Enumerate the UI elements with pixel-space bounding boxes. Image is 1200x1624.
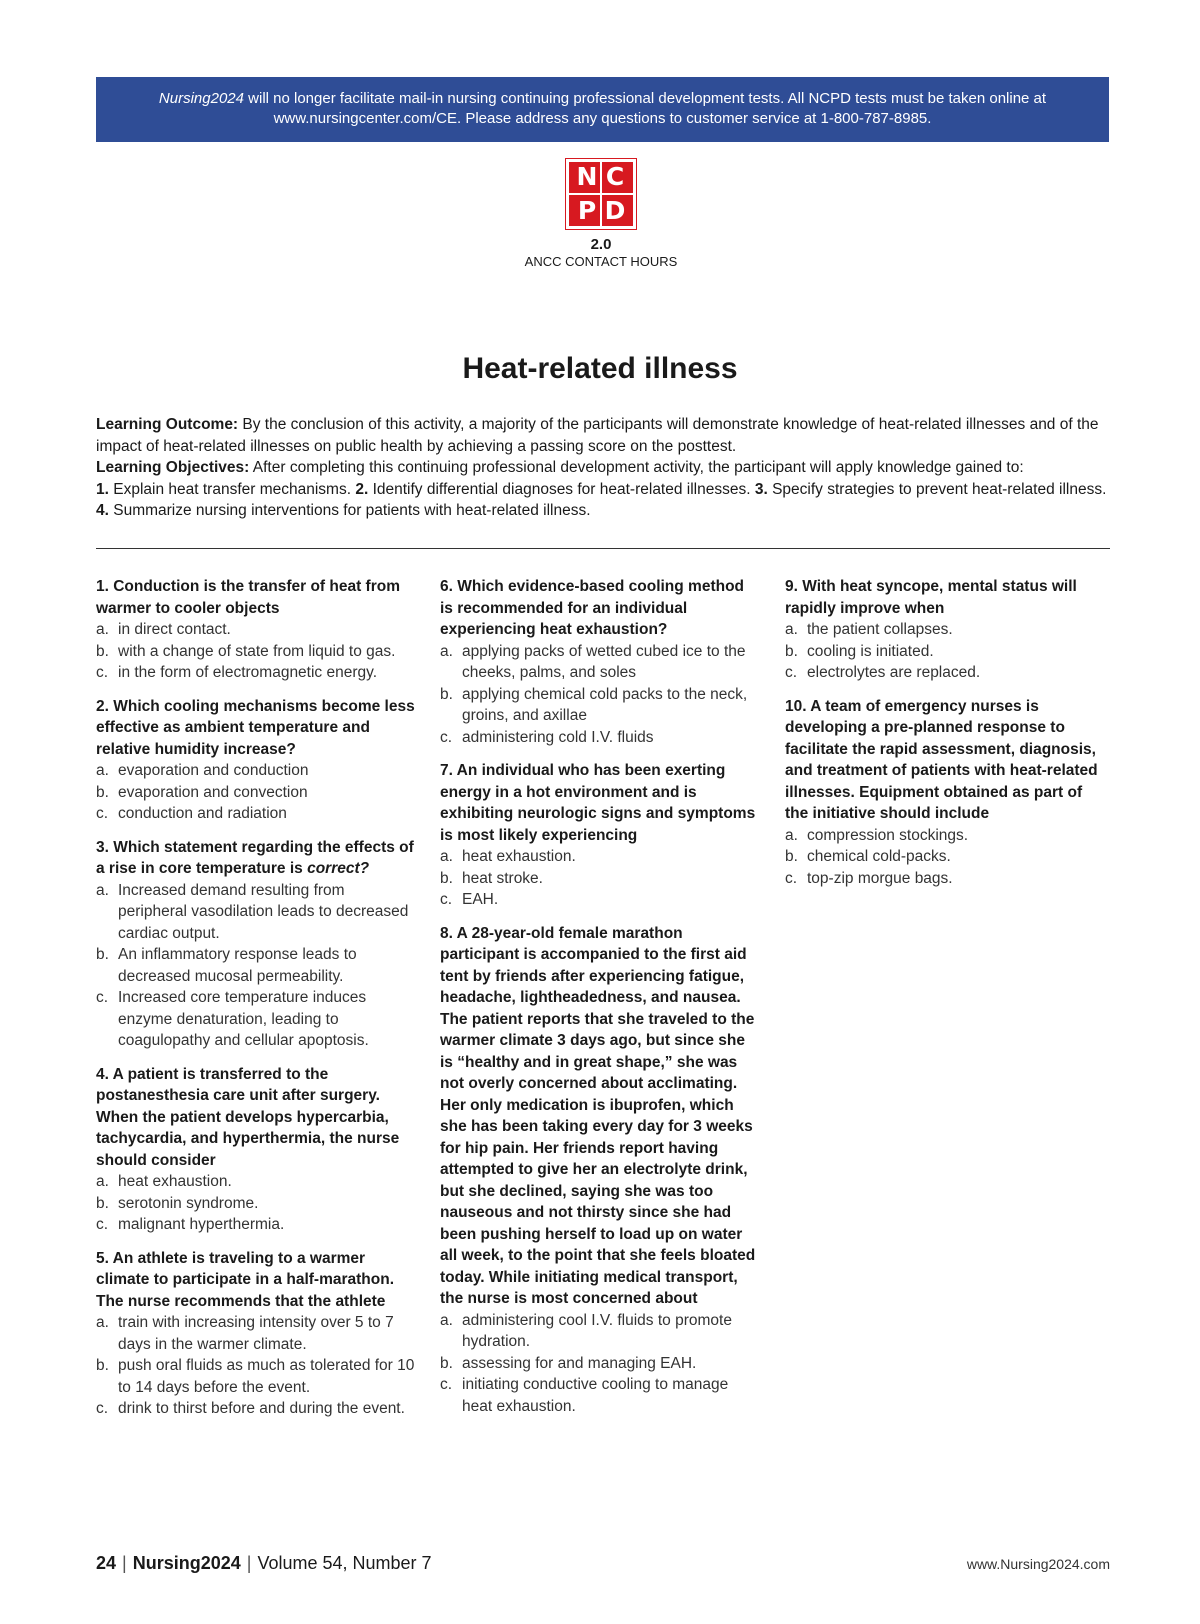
option-letter: a. bbox=[96, 1314, 109, 1331]
option-letter: a. bbox=[440, 642, 453, 660]
page-number: 24 bbox=[96, 1553, 117, 1573]
option-text: Increased core temperature induces enzyme denaturation, leading to coagulopathy and cellular apoptosis. bbox=[118, 989, 369, 1049]
option-letter: b. bbox=[785, 848, 798, 865]
answer-option bbox=[96, 641, 416, 663]
question-stem-text: 5. An athlete is traveling to a warmer climate to participate in a half-marathon. The nurse recommends that the athlete bbox=[96, 1249, 395, 1310]
option-text: An inflammatory response leads to decreased mucosal permeability. bbox=[118, 946, 357, 985]
answer-option bbox=[96, 1355, 416, 1398]
answer-option bbox=[785, 641, 1105, 663]
answer-option bbox=[96, 1312, 416, 1355]
answer-option bbox=[440, 868, 760, 890]
option-letter: a. bbox=[96, 621, 109, 638]
option-text: electrolytes are replaced. bbox=[807, 664, 981, 681]
option-letter: b. bbox=[440, 869, 453, 887]
option-text: evaporation and conduction bbox=[118, 762, 309, 779]
question-stem-text: 6. Which evidence-based cooling method is recommended for an individual experiencing heat exhaustion? bbox=[440, 578, 745, 638]
banner-journal: Nursing2024 bbox=[158, 90, 244, 107]
answer-option bbox=[785, 619, 1105, 641]
outcome-label: Learning Outcome: bbox=[96, 416, 239, 433]
question-stem-text: 4. A patient is transferred to the postanesthesia care unit after surgery. When the patient develops hypercarbia, tachycardia, and hyperthermia, the nurse should consider bbox=[96, 1065, 400, 1169]
option-text: applying packs of wetted cubed ice to the cheeks, palms, and soles bbox=[462, 642, 746, 681]
option-letter: c. bbox=[96, 664, 109, 681]
question-column-3 bbox=[785, 576, 1105, 901]
option-text: heat stroke. bbox=[462, 869, 543, 887]
divider bbox=[96, 548, 1110, 549]
answer-option bbox=[96, 760, 416, 782]
question-stem-emphasis: correct? bbox=[307, 860, 370, 877]
option-letter: a. bbox=[440, 1311, 453, 1329]
option-text: chemical cold-packs. bbox=[807, 848, 951, 865]
option-text: drink to thirst before and during the event. bbox=[118, 1400, 405, 1417]
answer-option bbox=[96, 782, 416, 804]
option-letter: c. bbox=[96, 989, 109, 1006]
answer-option bbox=[785, 825, 1105, 847]
option-letter: a. bbox=[785, 621, 798, 638]
objectives-text: After completing this continuing professional development activity, the participant will apply knowledge gained to: bbox=[249, 459, 1024, 476]
option-letter: b. bbox=[785, 642, 798, 660]
question bbox=[785, 696, 1105, 890]
option-text: administering cool I.V. fluids to promote hydration. bbox=[462, 1311, 732, 1350]
answer-option bbox=[96, 944, 416, 987]
option-letter: a. bbox=[96, 1173, 109, 1190]
question-stem-text: 2. Which cooling mechanisms become less effective as ambient temperature and relative humidity increase? bbox=[96, 697, 415, 758]
learning-intro bbox=[96, 414, 1110, 522]
question bbox=[440, 923, 760, 1418]
banner-line-1 bbox=[96, 89, 1109, 109]
option-text: the patient collapses. bbox=[807, 621, 953, 638]
question-stem-text: 9. With heat syncope, mental status will rapidly improve when bbox=[785, 578, 1077, 617]
question-stem-text: 1. Conduction is the transfer of heat from warmer to cooler objects bbox=[96, 578, 400, 617]
option-text: cooling is initiated. bbox=[807, 642, 934, 660]
page-title: Heat-related illness bbox=[462, 352, 738, 385]
answer-option bbox=[440, 846, 760, 868]
question bbox=[96, 1248, 416, 1420]
answer-option bbox=[96, 1171, 416, 1193]
option-letter: c. bbox=[440, 1376, 453, 1393]
objective-num: 4. bbox=[96, 502, 109, 519]
answer-option bbox=[440, 1353, 760, 1375]
logo-letter: N bbox=[576, 162, 598, 191]
option-text: with a change of state from liquid to gas. bbox=[118, 642, 396, 660]
banner-text: will no longer facilitate mail-in nursing continuing professional development tests. All NCPD tests must be taken online at bbox=[243, 90, 1047, 107]
learning-objectives bbox=[96, 457, 1110, 479]
answer-option bbox=[440, 1374, 760, 1417]
answer-option bbox=[96, 1193, 416, 1215]
option-letter: c. bbox=[440, 728, 453, 746]
option-letter: c. bbox=[785, 869, 798, 887]
question-stem-text: 8. A 28-year-old female marathon participant is accompanied to the first aid tent by friends after experiencing fatigue, headache, lightheadedness, and nausea. The patient reports that she traveled to the warmer climate 3 days ago, but since she is “healthy and in great shape,” she was not overly concerned about acclimating. Her only medication is ibuprofen, which she has been taking every day for 3 weeks for hip pain. Her friends report having attempted to give her an electrolyte drink, but she declined, saying she was too nauseous and not thirsty since she had been pushing herself to load up on water all week, to the point that she feels bloated today. While initiating medical transport, the nurse is most concerned about bbox=[440, 924, 756, 1307]
option-letter: a. bbox=[785, 826, 798, 844]
option-letter: a. bbox=[440, 848, 453, 865]
option-letter: c. bbox=[440, 891, 453, 908]
question-stem bbox=[96, 1248, 416, 1313]
objectives-list bbox=[96, 479, 1110, 522]
option-text: EAH. bbox=[462, 891, 499, 908]
footer-journal: Nursing2024 bbox=[132, 1553, 241, 1573]
answer-option bbox=[440, 641, 760, 684]
answer-option bbox=[785, 662, 1105, 684]
question-stem bbox=[96, 576, 416, 619]
option-text: conduction and radiation bbox=[118, 805, 287, 822]
question bbox=[96, 1064, 416, 1236]
answer-option bbox=[96, 1398, 416, 1420]
option-text: serotonin syndrome. bbox=[118, 1194, 259, 1212]
question bbox=[96, 576, 416, 684]
logo-letter: C bbox=[605, 162, 625, 191]
option-letter: a. bbox=[96, 762, 109, 779]
option-text: heat exhaustion. bbox=[462, 848, 576, 865]
option-letter: c. bbox=[96, 1400, 109, 1417]
question-stem bbox=[96, 1064, 416, 1172]
question bbox=[440, 576, 760, 748]
question-stem bbox=[440, 760, 760, 846]
option-text: push oral fluids as much as tolerated for 10 to 14 days before the event. bbox=[118, 1357, 415, 1396]
contact-hours-value: 2.0 bbox=[590, 236, 612, 253]
option-text: Increased demand resulting from peripheral vasodilation leads to decreased cardiac output. bbox=[118, 881, 409, 942]
option-text: heat exhaustion. bbox=[118, 1173, 232, 1190]
objective-num: 1. bbox=[96, 480, 109, 498]
logo-letter: D bbox=[604, 196, 626, 225]
notice-banner bbox=[96, 77, 1109, 142]
answer-option bbox=[96, 662, 416, 684]
question-stem bbox=[440, 576, 760, 641]
footer-left bbox=[96, 1553, 432, 1574]
question-column-1 bbox=[96, 576, 416, 1432]
question-stem bbox=[96, 696, 416, 761]
option-text: train with increasing intensity over 5 to 7 days in the warmer climate. bbox=[118, 1314, 394, 1353]
question-stem bbox=[440, 923, 760, 1310]
question-stem bbox=[96, 837, 416, 880]
answer-option bbox=[440, 727, 760, 749]
answer-option bbox=[440, 684, 760, 727]
question-column-2 bbox=[440, 576, 760, 1429]
page-footer bbox=[96, 1553, 1110, 1577]
objective-text: Specify strategies to prevent heat-related illness. bbox=[767, 480, 1107, 498]
option-text: top-zip morgue bags. bbox=[807, 869, 953, 887]
option-letter: b. bbox=[96, 946, 109, 963]
answer-option bbox=[96, 987, 416, 1052]
option-text: assessing for and managing EAH. bbox=[462, 1354, 697, 1372]
answer-option bbox=[96, 619, 416, 641]
answer-option bbox=[96, 803, 416, 825]
question-stem-text: 10. A team of emergency nurses is developing a pre-planned response to facilitate the rapid assessment, diagnosis, and treatment of patients with heat-related illnesses. Equipment obtained as part of the initiative should include bbox=[785, 697, 1098, 822]
outcome-text: By the conclusion of this activity, a majority of the participants will demonstrate knowledge of heat-related illnesses and of the impact of heat-related illnesses on public health by achieving a passing score on the posttest. bbox=[96, 416, 1099, 455]
option-text: malignant hyperthermia. bbox=[118, 1216, 285, 1233]
option-text: in direct contact. bbox=[118, 621, 231, 638]
objective-num: 3. bbox=[754, 480, 768, 498]
question bbox=[440, 760, 760, 911]
option-letter: c. bbox=[785, 664, 798, 681]
logo-letter: P bbox=[577, 196, 597, 225]
footer-volume: Volume 54, Number 7 bbox=[257, 1553, 432, 1573]
option-letter: b. bbox=[96, 1357, 109, 1374]
answer-option bbox=[440, 1310, 760, 1353]
question bbox=[96, 837, 416, 1052]
objective-text: Identify differential diagnoses for heat-related illnesses. bbox=[368, 480, 755, 498]
footer-separator: | bbox=[246, 1553, 252, 1573]
option-text: administering cold I.V. fluids bbox=[462, 728, 654, 746]
banner-line-2: www.nursingcenter.com/CE. Please address any questions to customer service at 1-800-787-8985. bbox=[273, 110, 932, 127]
objective-text: Summarize nursing interventions for patients with heat-related illness. bbox=[108, 502, 591, 519]
option-letter: a. bbox=[96, 881, 109, 899]
ncpd-logo bbox=[566, 159, 636, 229]
question-stem bbox=[785, 576, 1105, 619]
option-text: evaporation and convection bbox=[118, 783, 308, 801]
option-text: compression stockings. bbox=[807, 826, 969, 844]
question-stem-text: 3. Which statement regarding the effects of a rise in core temperature is bbox=[96, 838, 414, 877]
option-text: applying chemical cold packs to the neck, groins, and axillae bbox=[462, 685, 748, 724]
option-letter: b. bbox=[96, 1194, 109, 1212]
answer-option bbox=[96, 1214, 416, 1236]
contact-hours bbox=[500, 236, 702, 270]
answer-option bbox=[96, 880, 416, 945]
question-stem bbox=[785, 696, 1105, 825]
learning-outcome bbox=[96, 414, 1110, 457]
option-text: in the form of electromagnetic energy. bbox=[118, 664, 378, 681]
question-stem-text: 7. An individual who has been exerting energy in a hot environment and is exhibiting neurologic signs and symptoms is most likely experiencing bbox=[440, 762, 756, 844]
contact-hours-label: ANCC CONTACT HOURS bbox=[524, 254, 678, 269]
option-text: initiating conductive cooling to manage heat exhaustion. bbox=[462, 1376, 729, 1415]
question bbox=[96, 696, 416, 825]
option-letter: c. bbox=[96, 805, 109, 822]
objective-text: Explain heat transfer mechanisms. bbox=[108, 480, 356, 498]
objective-num: 2. bbox=[355, 480, 369, 498]
answer-option bbox=[785, 846, 1105, 868]
option-letter: b. bbox=[440, 1354, 453, 1372]
option-letter: c. bbox=[96, 1216, 109, 1233]
question bbox=[785, 576, 1105, 684]
footer-url: www.Nursing2024.com bbox=[966, 1556, 1110, 1572]
option-letter: b. bbox=[96, 783, 109, 801]
footer-separator: | bbox=[122, 1553, 127, 1573]
answer-option bbox=[440, 889, 760, 911]
option-letter: b. bbox=[96, 642, 109, 660]
option-letter: b. bbox=[440, 685, 453, 703]
answer-option bbox=[785, 868, 1105, 890]
objectives-label: Learning Objectives: bbox=[96, 459, 250, 476]
